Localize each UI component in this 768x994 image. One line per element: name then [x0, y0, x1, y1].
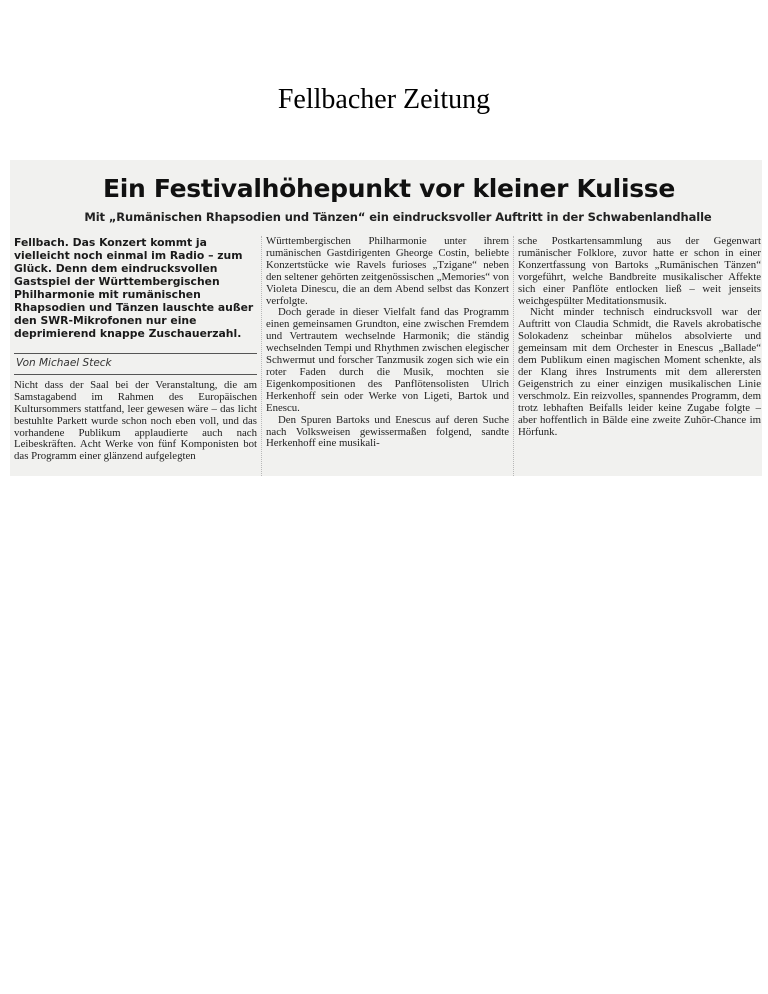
body-paragraph: Doch gerade in dieser Vielfalt fand das Programm einen gemeinsamen Grundton, eine zwischen Fremdem und Vertrautem wechselnde Harmonik; die ständig wechselnden Tempi und Rhythmen zwischen elegischer Schwermut und forscher Tanzmusik zogen sich wie ein roter Faden durch die Musik, mochten sie Eigenkompositionen des Panflötensolisten Ulrich Herkenhoff sein oder Werke von Ligeti, Bartok und Enescu.: [266, 306, 509, 414]
body-paragraph: Württembergischen Philharmonie unter ihrem rumänischen Gastdirigenten Gheorge Costin, beliebte Konzertstücke wie Ravels furioses „Tzigane“ neben den seltener gehörten zeitgenössischen „Memories“ von Violeta Dinescu, die an dem Abend selbst das Konzert verfolgte.: [266, 235, 509, 307]
column-divider: [513, 236, 514, 476]
lead-text: Das Konzert kommt ja vielleicht noch einmal im Radio – zum Glück. Denn dem eindrucksvollen Gastspiel der Württembergischen Philharmonie mit rumänischen Rhapsodien und Tänzen lauschte außer den SWR-Mikrofonen nur eine deprimierend knappe Zuschauerzahl.: [14, 236, 254, 340]
column-divider: [261, 236, 262, 476]
article-column-3: [518, 236, 761, 438]
article-column-1: [14, 236, 257, 463]
article-lead: [14, 236, 257, 340]
byline-rule-bottom: [14, 374, 257, 375]
body-paragraph: Den Spuren Bartoks und Enescus auf deren Suche nach Volksweisen gewissermaßen folgend, sandte Herkenhoff eine musikali-: [266, 413, 509, 450]
article-byline: Von Michael Steck: [16, 357, 112, 369]
newspaper-masthead: Fellbacher Zeitung: [277, 84, 491, 115]
article-column-2: [266, 236, 509, 450]
article-headline: Ein Festivalhöhepunkt vor kleiner Kulisse: [102, 174, 676, 203]
article-clipping: [10, 160, 762, 476]
article-subheadline: Mit „Rumänischen Rhapsodien und Tänzen“ ein eindrucksvoller Auftritt in der Schwabenlandhalle: [84, 210, 712, 224]
body-paragraph: sche Postkartensammlung aus der Gegenwart rumänischer Folklore, zuvor hatte er schon in einer Konzertfassung von Bartoks „Rumänischen Tänzen“ vorgeführt, welche Bandbreite musikalischer Affekte sich einer Panflöte entlocken ließ – weit jenseits weichgespülter Meditationsmusik.: [518, 235, 761, 307]
lead-dateline: Fellbach.: [14, 236, 69, 249]
body-paragraph: Nicht minder technisch eindrucksvoll war der Auftritt von Claudia Schmidt, die Ravels akrobatische Solokadenz scheinbar mühelos absolvierte und gemeinsam mit dem Orchester in Enescus „Ballade“ dem Publikum einen magischen Moment schenkte, als der Klang ihres Instruments mit dem allerersten Geigenstrich zu einer einzigen musikalischen Linie verschmolz. Ein reizvolles, spannendes Programm, dem trotz lebhaften Beifalls leider keine Zugabe folgte – aber hoffentlich in Bälde eine zweite Zuhör-Chance im Hörfunk.: [518, 306, 761, 438]
body-paragraph: Nicht dass der Saal bei der Veranstaltung, die am Samstagabend im Rahmen des Europäischen Kultursommers stattfand, leer gewesen wäre – das licht bestuhlte Parkett wurde schon noch eben voll, und das vorhandene Publikum applaudierte auch nach Leibeskräften. Acht Werke von fünf Komponisten bot das Programm einer glänzend aufgelegten: [14, 378, 257, 463]
